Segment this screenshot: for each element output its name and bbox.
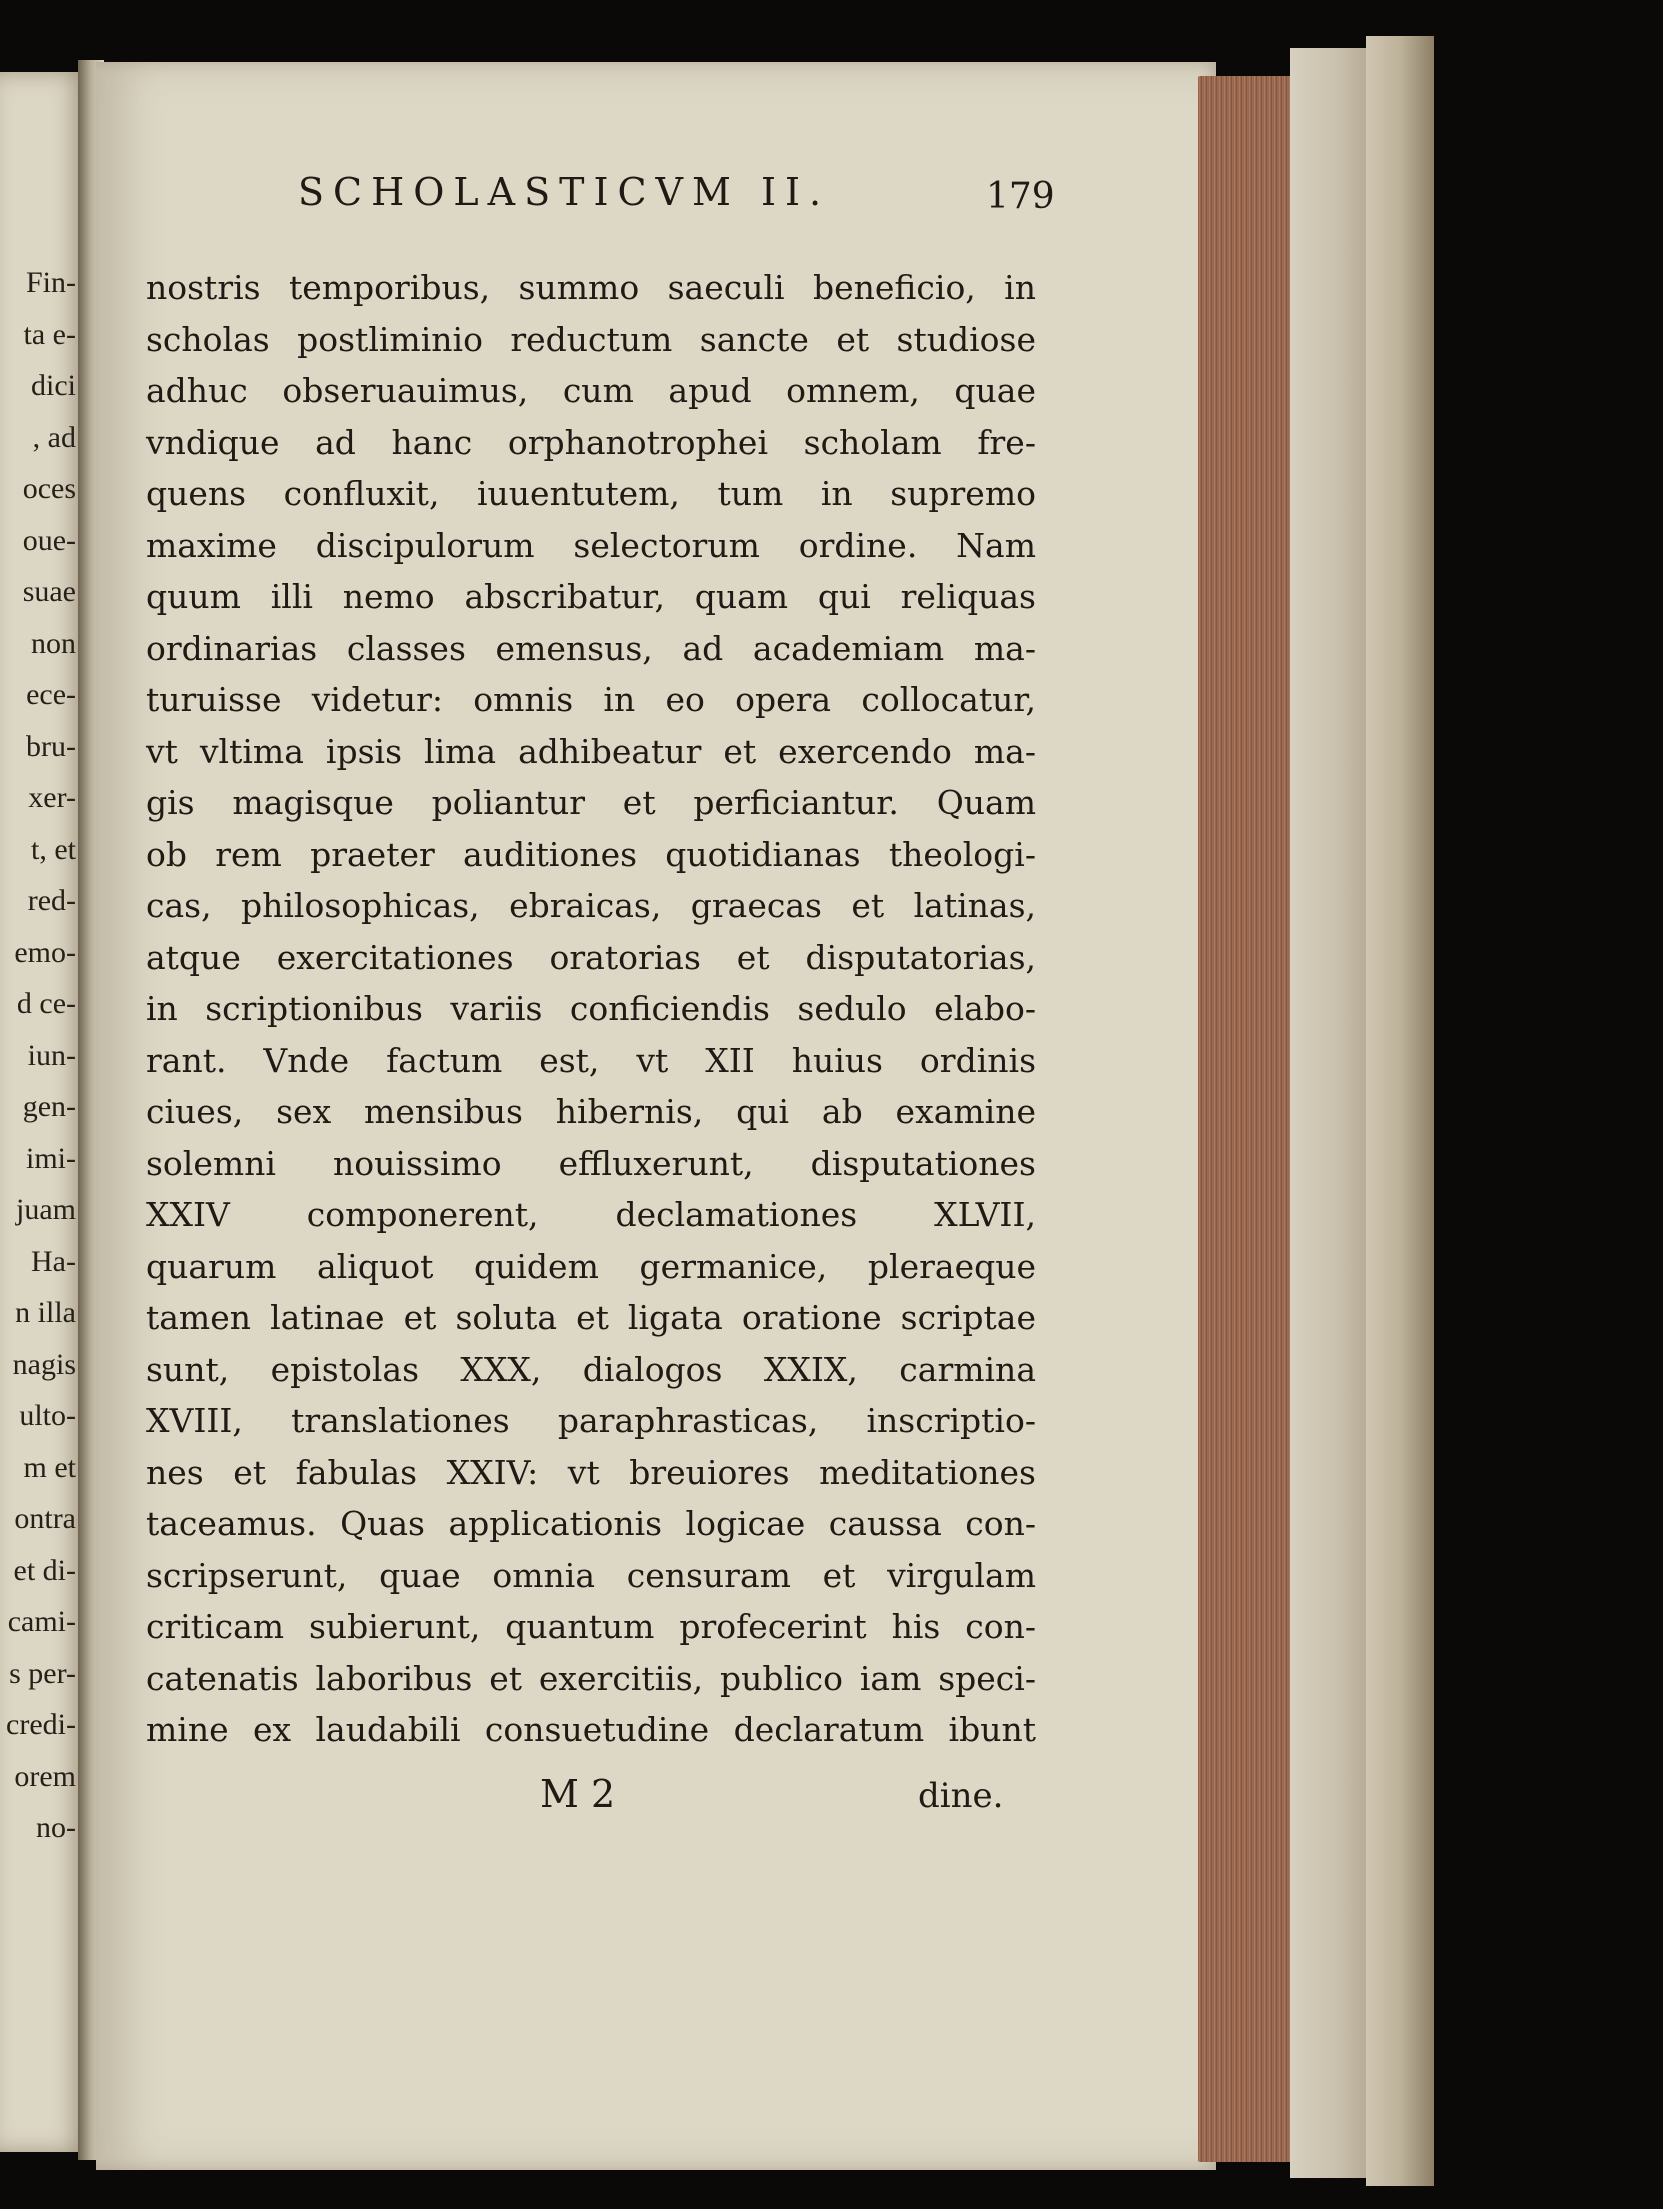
verso-line-fragment: Ha- [31, 1244, 76, 1278]
text-line: vt vltima ipsis lima adhibeatur et exercendo ma- [146, 731, 1036, 771]
text-line: quum illi nemo abscribatur, quam qui reliquas [146, 577, 1036, 616]
text-line: solemni nouissimo effluxerunt, disputationes [146, 1143, 1036, 1183]
verso-line-fragment: oces [22, 472, 76, 505]
text-line: taceamus. Quas applicationis logicae caussa con- [146, 1504, 1036, 1543]
catchword: dine. [918, 1776, 1004, 1816]
verso-line-fragment: imi- [26, 1141, 76, 1175]
verso-line-fragment: n illa [15, 1296, 76, 1329]
text-line: nostris temporibus, summo saeculi beneficio, in [146, 268, 1036, 307]
text-line: maxime discipulorum selectorum ordine. Nam [146, 525, 1036, 565]
text-line: XXIV componerent, declamationes XLVII, [146, 1195, 1036, 1234]
verso-line-fragment: , ad [32, 420, 76, 454]
verso-line-fragment: cami- [7, 1605, 76, 1638]
verso-line-fragment: credi- [6, 1708, 76, 1741]
text-line: turuisse videtur: omnis in eo opera collocatur, [146, 680, 1036, 719]
verso-line-fragment: bru- [26, 729, 76, 763]
verso-line-fragment: orem [14, 1759, 76, 1793]
verso-line-fragment: oue- [22, 523, 76, 557]
verso-line-fragment: m et [23, 1450, 76, 1484]
text-line: ob rem praeter auditiones quotidianas theologi- [146, 834, 1036, 874]
text-line: scripserunt, quae omnia censuram et virgulam [146, 1555, 1036, 1595]
verso-line-fragment: nagis [12, 1347, 76, 1381]
signature-mark: M 2 [540, 1772, 616, 1816]
verso-line-fragment: red- [27, 884, 76, 917]
running-header: SCHOLASTICVM II. [298, 170, 831, 214]
text-line: quens confluxit, iuuentutem, tum in supremo [146, 474, 1036, 513]
left-page-fragment [0, 72, 84, 2152]
text-line: nes et fabulas XXIV: vt breuiores meditationes [146, 1452, 1036, 1492]
verso-line-fragment: ulto- [19, 1399, 76, 1432]
verso-line-fragment: t, et [31, 832, 76, 866]
text-line: cas, philosophicas, ebraicas, graecas et latinas, [146, 886, 1036, 925]
text-line: in scriptionibus variis conficiendis sedulo elabo- [146, 989, 1036, 1028]
text-line: quarum aliquot quidem germanice, pleraeque [146, 1246, 1036, 1286]
verso-line-fragment: s per- [9, 1656, 76, 1690]
binding-cover-inner [1290, 48, 1370, 2178]
verso-line-fragment: ta e- [23, 317, 76, 351]
verso-line-fragment: non [31, 626, 76, 660]
text-line: ciues, sex mensibus hibernis, qui ab examine [146, 1092, 1036, 1131]
text-line: ordinarias classes emensus, ad academiam ma- [146, 628, 1036, 668]
verso-line-fragment: emo- [14, 935, 76, 969]
page-number: 179 [986, 176, 1055, 217]
verso-line-fragment: no- [36, 1811, 76, 1844]
verso-line-fragment: dici [31, 369, 76, 402]
text-line: gis magisque poliantur et perficiantur. Quam [146, 783, 1036, 822]
text-line: catenatis laboribus et exercitiis, publico iam speci- [146, 1658, 1036, 1698]
verso-line-fragment: ece- [26, 678, 76, 711]
text-line: scholas postliminio reductum sancte et studiose [146, 319, 1036, 359]
verso-line-fragment: juam [16, 1193, 76, 1226]
verso-line-fragment: Fin- [25, 266, 76, 299]
verso-line-fragment: et di- [13, 1553, 76, 1587]
verso-line-fragment: gen- [22, 1090, 76, 1123]
verso-line-fragment: d ce- [16, 987, 76, 1020]
verso-line-fragment: xer- [28, 781, 76, 814]
binding-cover-side [1366, 36, 1434, 2186]
text-line: criticam subierunt, quantum profecerint his con- [146, 1607, 1036, 1646]
text-line: adhuc obseruauimus, cum apud omnem, quae [146, 371, 1036, 410]
text-line: sunt, epistolas XXX, dialogos XXIX, carmina [146, 1349, 1036, 1389]
verso-line-fragment: ontra [14, 1502, 76, 1535]
verso-line-fragment: iun- [27, 1038, 76, 1072]
text-line: rant. Vnde factum est, vt XII huius ordinis [146, 1040, 1036, 1080]
text-line: XVIII, translationes paraphrasticas, inscriptio- [146, 1401, 1036, 1440]
verso-line-fragment: suae [22, 575, 76, 608]
text-line: tamen latinae et soluta et ligata oratione scriptae [146, 1298, 1036, 1337]
text-line: mine ex laudabili consuetudine declaratum ibunt [146, 1710, 1036, 1749]
text-line: atque exercitationes oratorias et disputatorias, [146, 937, 1036, 977]
page-edges [1198, 76, 1296, 2162]
body-text [146, 262, 1036, 1756]
text-line: vndique ad hanc orphanotrophei scholam fre- [146, 422, 1036, 462]
